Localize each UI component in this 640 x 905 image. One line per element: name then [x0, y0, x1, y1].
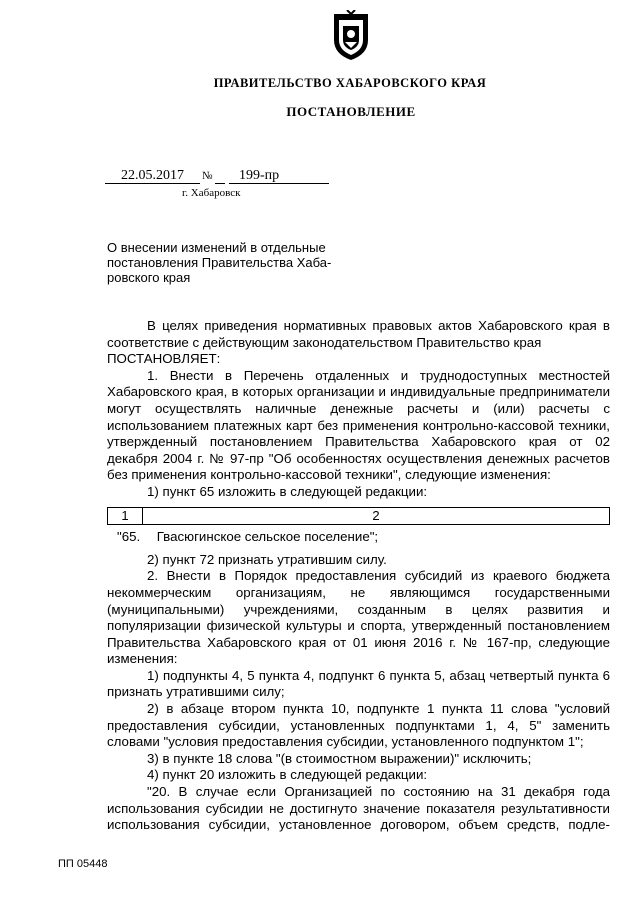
- document-body: [107, 318, 610, 834]
- number-underline: [215, 168, 225, 184]
- table-header-cell: 1: [108, 507, 143, 525]
- table-header-cell: 2: [143, 507, 610, 525]
- item-2-subitem-2: 2) в абзаце втором пункта 10, подпункте 1 пункта 11 слова "условий предоставления субсидии, установленных подпунктами 1, 4, 5" заменить словами "условия предоставления субсидии, установленного подпунктом 1";: [107, 701, 610, 750]
- document-type: ПОСТАНОВЛЕНИЕ: [286, 104, 416, 119]
- preamble-paragraph: В целях приведения нормативных правовых актов Хабаровского края в соответствие с действующим законодательством Правительство края: [107, 318, 610, 350]
- item-1-subitem-2: 2) пункт 72 признать утратившим силу.: [147, 551, 387, 567]
- item-2-subitem-4: 4) пункт 20 изложить в следующей редакции:: [147, 767, 428, 783]
- document-subject: [107, 240, 357, 285]
- document-number: 199-пр: [229, 168, 329, 184]
- decree-word: ПОСТАНОВЛЯЕТ:: [107, 351, 221, 367]
- column-number-table: [107, 507, 610, 526]
- subject-line: постановления Правительства Хаба-: [107, 255, 332, 270]
- item-2-subitem-1: 1) подпункты 4, 5 пункта 4, подпункт 6 пункта 5, абзац четвертый пункта 6 признать утратившими силу;: [107, 667, 610, 700]
- document-date: 22.05.2017: [105, 168, 200, 184]
- item-1-subitem-1: 1) пункт 65 изложить в следующей редакции:: [147, 483, 428, 499]
- document-city: г. Хабаровск: [182, 187, 241, 199]
- coat-of-arms-emblem: [330, 10, 372, 62]
- quoted-entry: [107, 529, 610, 546]
- subject-line: О внесении изменений в отдельные: [107, 240, 326, 255]
- item-2-paragraph: 2. Внести в Порядок предоставления субсидий из краевого бюджета некоммерческим организациям, не являющимся государственными (муниципальными) учреждениями, созданным в целях развития и популяризации физической культуры и спорта, утвержденный постановлением Правительства Хабаровского края от 01 июня 2016 г. № 167-пр, следующие изменения:: [107, 568, 610, 667]
- number-sign: №: [202, 170, 213, 182]
- quote-number: "65.: [117, 529, 141, 545]
- document-code: ПП 05448: [58, 858, 108, 870]
- government-title: ПРАВИТЕЛЬСТВО ХАБАРОВСКОГО КРАЯ: [213, 76, 487, 90]
- item-1-paragraph: 1. Внести в Перечень отдаленных и труднодоступных местностей Хабаровского края, в которых организации и индивидуальные предприниматели могут осуществлять наличные денежные расчеты и (или) расчеты с использованием платежных карт без применения контрольно-кассовой техники, утвержденный постановлением Правительства Хабаровского края от 02 декабря 2004 г. № 97-пр "Об особенностях осуществления денежных расчетов без применения контрольно-кассовой техники", следующие изменения:: [107, 367, 610, 483]
- item-2-subitem-3: 3) в пункте 18 слова "(в стоимостном выражении)" исключить;: [147, 750, 532, 766]
- item-2-quoted-paragraph: "20. В случае если Организацией по состоянию на 31 декабря года использования субсидии не достигнуто значение показателя результативности использования субсидии, установленное договором, объем средств, подле-: [107, 784, 610, 833]
- subject-line: ровского края: [107, 270, 191, 285]
- quote-text: Гвасюгинское сельское поселение";: [156, 529, 379, 545]
